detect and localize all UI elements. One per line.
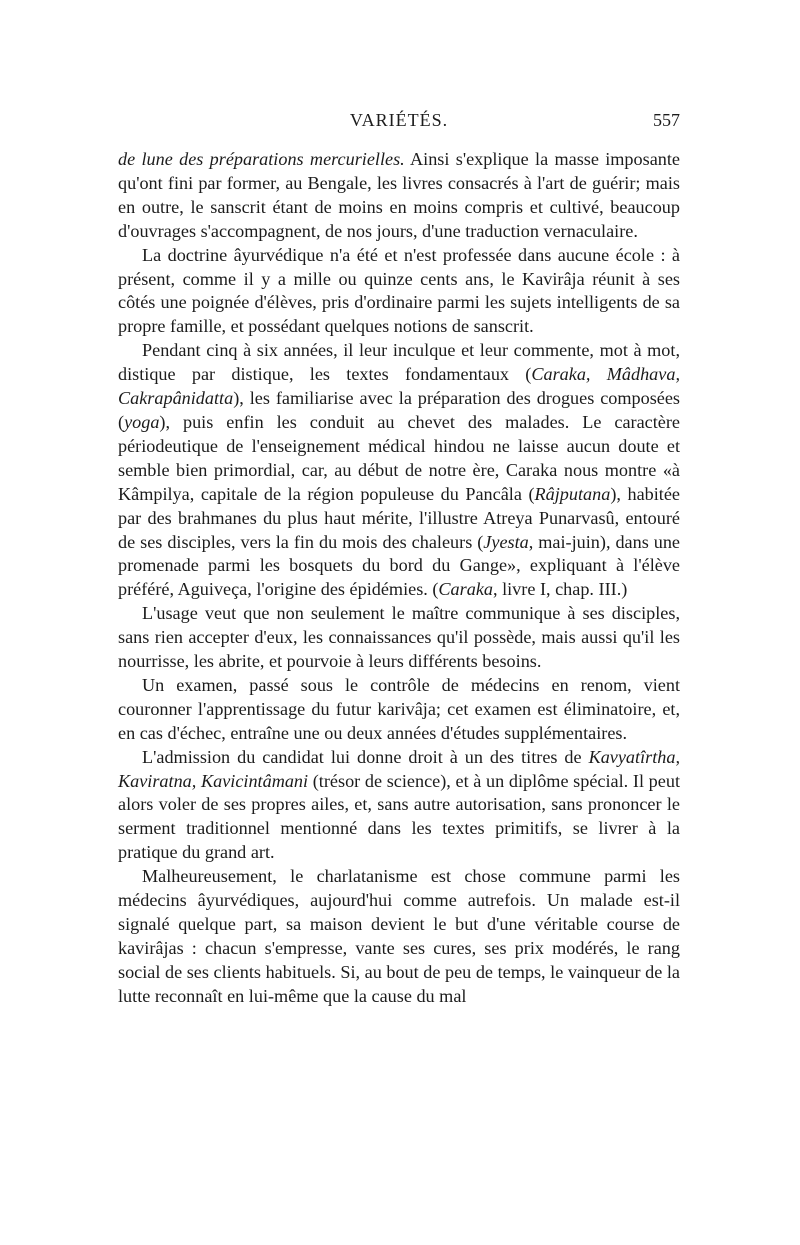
paragraph xyxy=(118,339,680,602)
italic-run: Râjputana xyxy=(534,483,611,504)
paragraph xyxy=(118,244,680,340)
text-run: Pendant cinq à six années, il leur inculque et leur commente, mot à mot, distique par distique, les textes fondamentaux ( xyxy=(118,340,680,385)
paragraph xyxy=(118,148,680,244)
book-page xyxy=(118,110,680,1009)
text-run: , livre I, chap. III.) xyxy=(492,579,628,600)
text-run: Un examen, passé sous le contrôle de médecins en renom, vient couronner l'apprentissage du futur karivâja; cet examen est éliminatoire, et, en cas d'échec, entraîne une ou deux années d'études supplémentaires. xyxy=(118,674,680,743)
paragraph xyxy=(118,865,680,1008)
text-run: ), habitée par des brahmanes du plus haut mérite, l'illustre Atreya Punarvasû, entouré de ses disciples, vers la fin du mois des chaleurs ( xyxy=(118,483,680,552)
italic-run: yoga xyxy=(124,411,160,432)
text-run: Ainsi s'explique la masse imposante qu'ont fini par former, au Bengale, les livres consacrés à l'art de guérir; mais en outre, le sanscrit étant de moins en moins compris et cultivé, beaucoup d'ouvrages s'accompagnent, de nos jours, d'une traduction vernaculaire. xyxy=(118,149,680,241)
italic-run: Caraka, Mâdhava, Cakrapânidatta xyxy=(118,364,680,409)
paragraph xyxy=(118,674,680,746)
text-run: La doctrine âyurvédique n'a été et n'est professée dans aucune école : xyxy=(142,244,672,265)
text-run: , mai-juin), dans une promenade parmi les bosquets du bord du Gange», expliquant à l'élève préféré, Aguiveça, l'origine des épidémies. ( xyxy=(118,531,681,600)
text-run: L'usage veut que non seulement le maître communique à ses disciples, sans rien accepter d'eux, les connaissances qu'il possède, mais aussi qu'il les nourrisse, les abrite, et pourvoie à leurs différents besoins. xyxy=(118,603,680,672)
italic-run: Caraka xyxy=(438,579,493,600)
text-run: L'admission du candidat lui donne droit à un des titres de xyxy=(142,746,589,767)
running-head xyxy=(118,110,680,140)
italic-run: Jyesta xyxy=(483,531,529,552)
text-run: ), les familiarise avec la préparation des drogues composées ( xyxy=(118,388,680,432)
text-run: Malheureusement, le charlatanisme est chose commune parmi les médecins âyurvédiques, aujourd'hui comme autrefois. Un malade est-il signalé quelque part, sa maison devient le but d'une véritable course de kavirâjas : chacun s'empresse, vante ses cures, ses prix modérés, le rang social de ses clients habituels. Si, au bout de peu de temps, le vainqueur de la lutte reconnaît en lui-même que la cause du mal xyxy=(118,866,680,1006)
text-run: ), puis enfin les conduit au chevet des malades. Le caractère périodeutique de l'enseignement médical hindou ne laisse aucun doute et semble bien primordial, car, au début de notre ère, Caraka nous montre «à Kâmpilya, capitale de la région populeuse du Pancâla ( xyxy=(118,411,680,504)
text-run: à présent, comme il y a mille ou quinze cents ans, le Kavirâja réunit à ses côtés une poignée d'élèves, pris d'ordinaire parmi les sujets intelligents de sa propre famille, et possédant quelques notions de sanscrit. xyxy=(118,244,680,337)
page-number: 557 xyxy=(653,110,680,130)
italic-run: de lune des préparations mercurielles. xyxy=(118,149,405,169)
body-text xyxy=(118,148,680,1009)
text-run: (trésor de science), et à un diplôme spécial. Il peut alors voler de ses propres ailes, et, sans autre autorisation, sans prononcer le serment traditionnel mentionné dans les textes primitifs, se livrer à la pratique du grand art. xyxy=(118,770,680,863)
paragraph xyxy=(118,746,680,866)
italic-run: Kavyatîrtha, Kaviratna, Kavicintâmani xyxy=(118,746,680,791)
running-title: VARIÉTÉS. xyxy=(349,110,449,130)
paragraph xyxy=(118,602,680,674)
